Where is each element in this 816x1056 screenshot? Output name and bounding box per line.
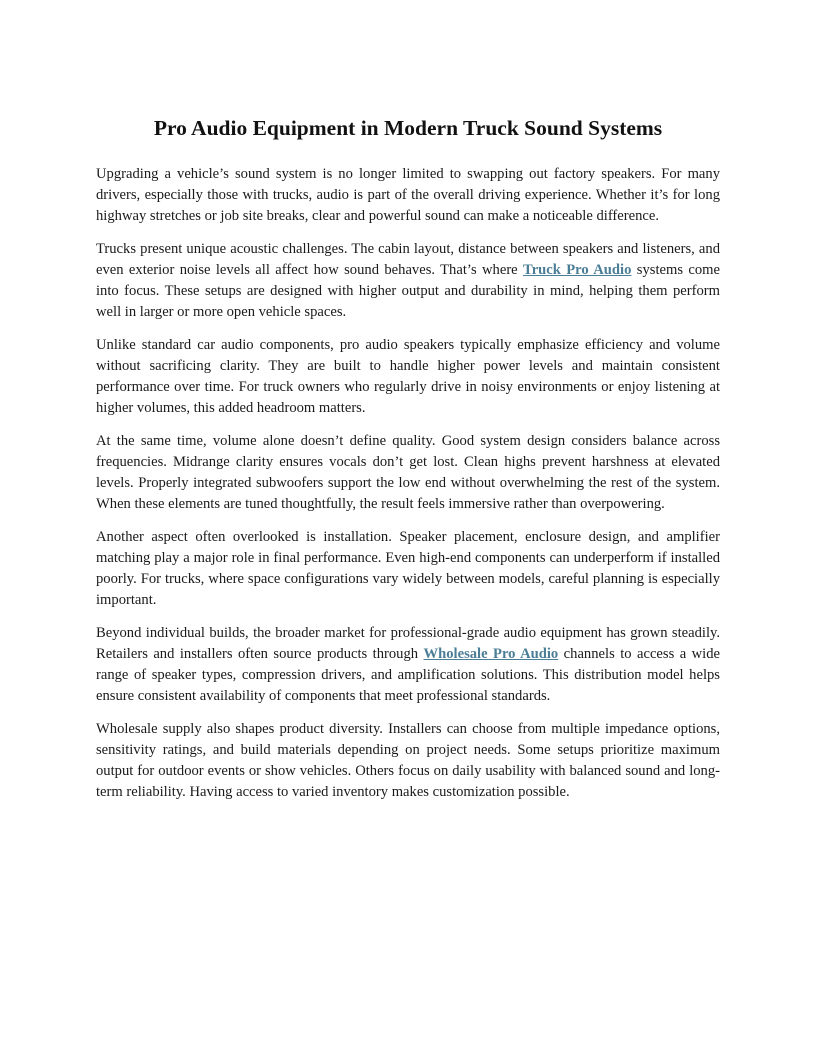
truck-pro-audio-link[interactable]: Truck Pro Audio (523, 262, 632, 278)
paragraph-installation: Another aspect often overlooked is installation. Speaker placement, enclosure design, and amplifier matching play a major role in final performance. Even high-end components can underperform if installed poorly. For trucks, where space configurations vary widely between models, careful planning is especially important. (96, 529, 720, 608)
paragraph-truck-challenges (96, 239, 720, 323)
paragraph-text-after-link: systems come into focus. These setups are designed with higher output and durability in mind, helping them perform well in larger or more open vehicle spaces. (96, 262, 720, 320)
document-title: Pro Audio Equipment in Modern Truck Sound Systems (153, 116, 663, 140)
paragraph-intro: Upgrading a vehicle’s sound system is no longer limited to swapping out factory speakers. For many drivers, especially those with trucks, audio is part of the overall driving experience. Whether it’s for long highway stretches or job site breaks, clear and powerful sound can make a noticeable difference. (96, 166, 720, 224)
paragraph-market (96, 623, 720, 707)
paragraph-quality: At the same time, volume alone doesn’t define quality. Good system design considers balance across frequencies. Midrange clarity ensures vocals don’t get lost. Clean highs prevent harshness at elevated levels. Properly integrated subwoofers support the low end without overwhelming the rest of the system. When these elements are tuned thoughtfully, the result feels immersive rather than overpowering. (96, 433, 720, 512)
paragraph-text-before-link: Trucks present unique acoustic challenges. The cabin layout, distance between speakers and listeners, and even exterior noise levels all affect how sound behaves. That’s where (96, 241, 720, 278)
paragraph-pro-speakers: Unlike standard car audio components, pro audio speakers typically emphasize efficiency and volume without sacrificing clarity. They are built to handle higher power levels and maintain consistent performance over time. For truck owners who regularly drive in noisy environments or enjoy listening at higher volumes, this added headroom matters. (96, 337, 720, 416)
paragraph-text-after-link: channels to access a wide range of speaker types, compression drivers, and amplification solutions. This distribution model helps ensure consistent availability of components that meet professional standards. (96, 646, 721, 704)
paragraph-wholesale-diversity: Wholesale supply also shapes product diversity. Installers can choose from multiple impedance options, sensitivity ratings, and build materials depending on project needs. Some setups prioritize maximum output for outdoor events or show vehicles. Others focus on daily usability with balanced sound and long-term reliability. Having access to varied inventory makes customization possible. (96, 721, 720, 800)
wholesale-pro-audio-link[interactable]: Wholesale Pro Audio (423, 646, 559, 662)
document-page (96, 110, 720, 815)
paragraph-text-before-link: Beyond individual builds, the broader market for professional-grade audio equipment has grown steadily. Retailers and installers often source products through (96, 625, 720, 662)
